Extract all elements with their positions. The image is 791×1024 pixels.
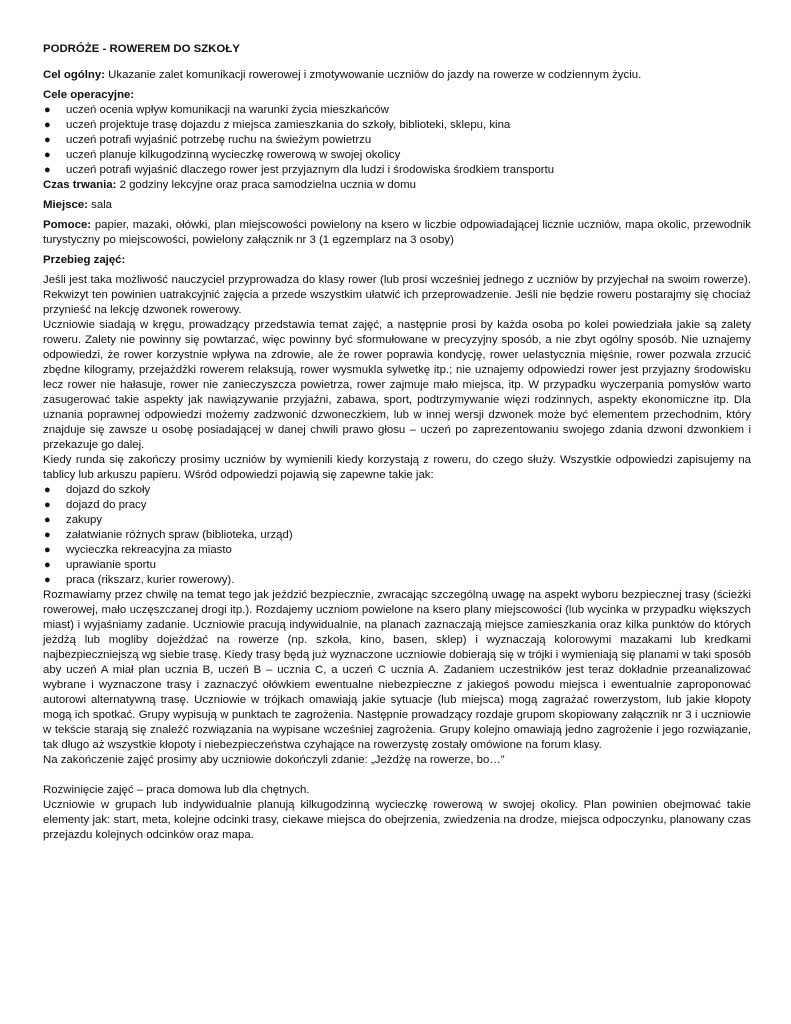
bullet-icon: ●: [44, 484, 51, 496]
objectives-list: [43, 103, 751, 178]
bullet-icon: ●: [44, 559, 51, 571]
duration-text: 2 godziny lekcyjne oraz praca samodzielna ucznia w domu: [116, 179, 416, 191]
list-item: ● dojazd do pracy: [44, 499, 147, 511]
list-item: ● uczeń ocenia wpływ komunikacji na warunki życia mieszkańców: [44, 104, 389, 116]
course-paragraph-4: Rozmawiamy przez chwilę na temat tego jak jeździć bezpiecznie, zwracając szczególną uwagę na aspekt wyboru bezpiecznej trasy (ścieżki rowerowej, mało uczęszczanej drogi itp.). Rozdajemy uczniom powielone na ksero plany miejscowości (lub wycinka w przypadku większych miast) i wyjaśniamy zadanie. Uczniowie pracują indywidualnie, na planach zaznaczają miejsce zamieszkania oraz kilka punktów do których jeżdżą lub mogliby dojeżdżać na rowerze (np. szkoła, kino, basen, sklep) i wyznaczają kolorowymi mazakami lub kredkami najbezpieczniejszą wg siebie trasę. Kiedy trasy będą już wyznaczone uczniowie dobierają się w trójki i wymieniają się planami w taki sposób aby uczeń A miał plan ucznia B, uczeń B – ucznia C, a uczeń C ucznia A. Zadaniem uczestników jest teraz dokładnie przeanalizować wybrane i wyznaczone trasy i zaznaczyć ołówkiem ewentualne niebezpieczne z jakiegoś powodu miejsca i ewentualnie zaproponować autorowi alternatywną trasę. Uczniowie w trójkach omawiają jakie sytuacje (lub miejsca) mogą zagrażać rowerzystom, lub jakie kłopoty mogą ich spotkać. Grupy wypisują w punktach te zagrożenia. Następnie prowadzący rozdaje grupom skopiowany załącznik nr 3 i uczniowie w tekście starają się znaleźć rozwiązania na wypisane wcześniej zagrożenia. Grupy kolejno omawiają jedno zagrożenie i jego rozwiązanie, tak długo aż wszystkie kłopoty i niebezpieczeństwa czyhające na rowerzystę zostały omówione na forum klasy.: [43, 589, 751, 751]
bullet-icon: ●: [44, 499, 51, 511]
course-label: Przebieg zajęć:: [43, 254, 126, 266]
general-goal: [43, 68, 751, 83]
list-item: ● uczeń potrafi wyjaśnić dlaczego rower jest przyjaznym dla ludzi i środowiska środkiem transportu: [44, 164, 555, 176]
aids-text: papier, mazaki, ołówki, plan miejscowości powielony na ksero w liczbie odpowiadającej licznie uczniów, mapa okolic, przewodnik turystyczny po miejscowości, powielony załącznik nr 3 (1 egzemplarz na 3 osoby): [43, 219, 751, 246]
document-title: PODRÓŻE - ROWEREM DO SZKOŁY: [43, 43, 240, 55]
bullet-icon: ●: [44, 574, 51, 586]
course-paragraph-5: Na zakończenie zajęć prosimy aby uczniowie dokończyli zdanie: „Jeżdżę na rowerze, bo…”: [43, 754, 505, 766]
extension-text: Uczniowie w grupach lub indywidualnie planują kilkugodzinną wycieczkę rowerową w swojej okolicy. Plan powinien obejmować takie elementy jak: start, meta, kolejne odcinki trasy, ciekawe miejsca do obejrzenia, zwiedzenia na drodze, miejsca odpoczynku, planowany czas przejazdu kolejnych odcinków oraz mapa.: [43, 799, 751, 841]
list-item: ● praca (rikszarz, kurier rowerowy).: [44, 574, 235, 586]
uses-list: [43, 483, 751, 588]
place-label: Miejsce:: [43, 199, 88, 211]
duration: [43, 178, 751, 193]
list-item: ● załatwianie różnych spraw (biblioteka, urząd): [44, 529, 293, 541]
place: [43, 198, 751, 213]
duration-label: Czas trwania:: [43, 179, 117, 191]
list-item: ● uprawianie sportu: [44, 559, 156, 571]
bullet-icon: ●: [44, 544, 51, 556]
list-item: ● uczeń planuje kilkugodzinną wycieczkę rowerową w swojej okolicy: [44, 149, 401, 161]
aids: [43, 218, 751, 248]
course-paragraph-2: Uczniowie siadają w kręgu, prowadzący przedstawia temat zajęć, a następnie prosi by każda osoba po kolei powiedziała jakie są zalety roweru. Zalety nie powinny się powtarzać, więc powinny być sformułowane w precyzyjny sposób, a nie zbyt ogólny sposób. Nie uznajemy odpowiedzi, że rower korzystnie wpływa na zdrowie, ale że rower poprawia kondycję, rower uelastycznia mięśnie, rower pozwala zrzucić zbędne kilogramy, przejażdżki rowerem relaksują, rower wysmukla sylwetkę itp.; nie uznajemy odpowiedzi rower jest przyjazny środowisku lecz rower nie hałasuje, rower nie zanieczyszcza powietrza, rower zajmuje mało miejsca, itp. W przypadku wyczerpania pomysłów warto zasugerować takie aspekty jak nawiązywanie przyjaźni, zabawa, sport, podtrzymywanie więzi rodzinnych, aspekty ekonomiczne itp. Dla uznania poprawnej odpowiedzi możemy zadzwonić dzwoneczkiem, lub w innej wersji dzwonek może być elementem przechodnim, który znajduje się zawsze u osobę posiadającej w danej chwili prawo głosu – uczeń po zaprezentowaniu swojego zdania dzwoni dzwonkiem i przekazuje go dalej.: [43, 319, 751, 451]
bullet-icon: ●: [44, 134, 51, 146]
bullet-icon: ●: [44, 119, 51, 131]
document-page: [43, 42, 751, 843]
bullet-icon: ●: [44, 164, 51, 176]
bullet-icon: ●: [44, 149, 51, 161]
course-paragraph-1: Jeśli jest taka możliwość nauczyciel przyprowadza do klasy rower (lub prosi wcześniej jednego z uczniów by przyjechał na swoim rowerze). Rekwizyt ten powinien uatrakcyjnić zajęcia a przede wszystkim ułatwić ich przeprowadzenie. Jeśli nie będzie roweru postarajmy się chociaż przynieść na lekcję dzwonek rowerowy.: [43, 274, 751, 316]
course-paragraph-3: Kiedy runda się zakończy prosimy uczniów by wymienili kiedy korzystają z roweru, do czego służy. Wszystkie odpowiedzi zapisujemy na tablicy lub arkuszu papieru. Wśród odpowiedzi pojawią się zapewne takie jak:: [43, 454, 751, 481]
list-item: ● dojazd do szkoły: [44, 484, 151, 496]
place-text: sala: [87, 199, 113, 211]
general-goal-label: Cel ogólny:: [43, 69, 106, 81]
bullet-icon: ●: [44, 514, 51, 526]
extension-heading: Rozwinięcie zajęć – praca domowa lub dla chętnych.: [43, 784, 310, 796]
aids-label: Pomoce:: [43, 219, 92, 231]
list-item: ● uczeń projektuje trasę dojazdu z miejsca zamieszkania do szkoły, biblioteki, sklepu, kina: [44, 119, 511, 131]
bullet-icon: ●: [44, 529, 51, 541]
list-item: ● zakupy: [44, 514, 103, 526]
list-item: ● wycieczka rekreacyjna za miasto: [44, 544, 232, 556]
bullet-icon: ●: [44, 104, 51, 116]
list-item: ● uczeń potrafi wyjaśnić potrzebę ruchu na świeżym powietrzu: [44, 134, 372, 146]
objectives-label: Cele operacyjne:: [43, 89, 135, 101]
general-goal-text: Ukazanie zalet komunikacji rowerowej i zmotywowanie uczniów do jazdy na rowerze w codziennym życiu.: [105, 69, 642, 81]
